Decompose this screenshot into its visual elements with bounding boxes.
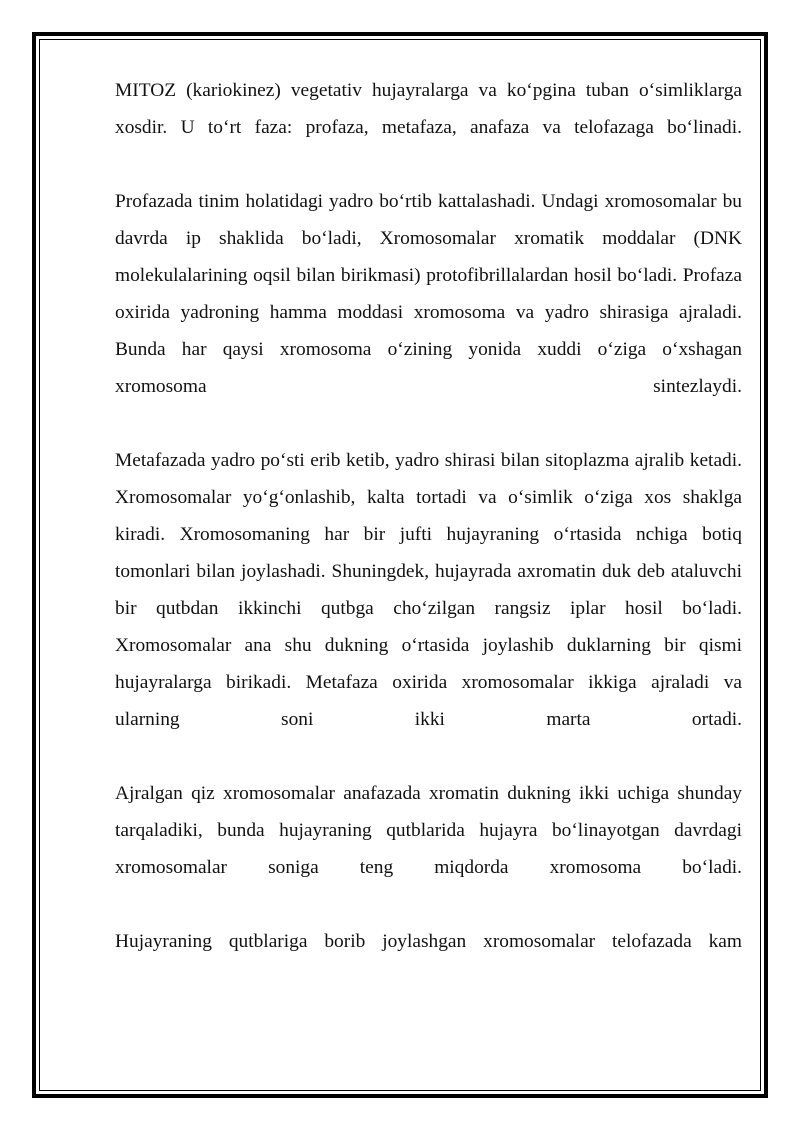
paragraph-telofaza: Hujayraning qutblariga borib joylashgan xromosomalar telofazada kam (115, 931, 742, 952)
paragraph-metafaza: Metafazada yadro poʻsti erib ketib, yadro shirasi bilan sitoplazma ajralib ketadi. Xromosomalar yoʻgʻonlashib, kalta tortadi va oʻsimlik oʻziga xos shaklga kiradi. Xromosomaning har bir jufti hujayraning oʻrtasida nchiga botiq tomonlari bilan joylashadi. Shuningdek, hujayrada axromatin duk deb ataluvchi bir qutbdan ikkinchi qutbga choʻzilgan rangsiz iplar hosil boʻladi. Xromosomalar ana shu dukning oʻrtasida joylashib duklarning bir qismi hujayralarga birikadi. Metafaza oxirida xromosomalar ikkiga ajraladi va ularning soni ikki marta ortadi. (115, 450, 742, 730)
paragraph-mitoz-intro: MITOZ (kariokinez) vegetativ hujayralarga va koʻpgina tuban oʻsimliklarga xosdir. U toʻrt faza: profaza, metafaza, anafaza va telofazaga boʻlinadi. (115, 80, 742, 138)
document-body (115, 72, 742, 997)
paragraph-profaza: Profazada tinim holatidagi yadro boʻrtib kattalashadi. Undagi xromosomalar bu davrda ip shaklida boʻladi, Xromosomalar xromatik moddalar (DNK molekulalarining oqsil bilan birikmasi) protofibrillalardan hosil boʻladi. Profaza oxirida yadroning hamma moddasi xromosoma va yadro shirasiga ajraladi. Bunda har qaysi xromosoma oʻzining yonida xuddi oʻziga oʻxshagan xromosoma sintezlaydi. (115, 191, 742, 397)
paragraph-anafaza: Ajralgan qiz xromosomalar anafazada xromatin dukning ikki uchiga shunday tarqaladiki, bunda hujayraning qutblarida hujayra boʻlinayotgan davrdagi xromosomalar soniga teng miqdorda xromosoma boʻladi. (115, 783, 742, 878)
